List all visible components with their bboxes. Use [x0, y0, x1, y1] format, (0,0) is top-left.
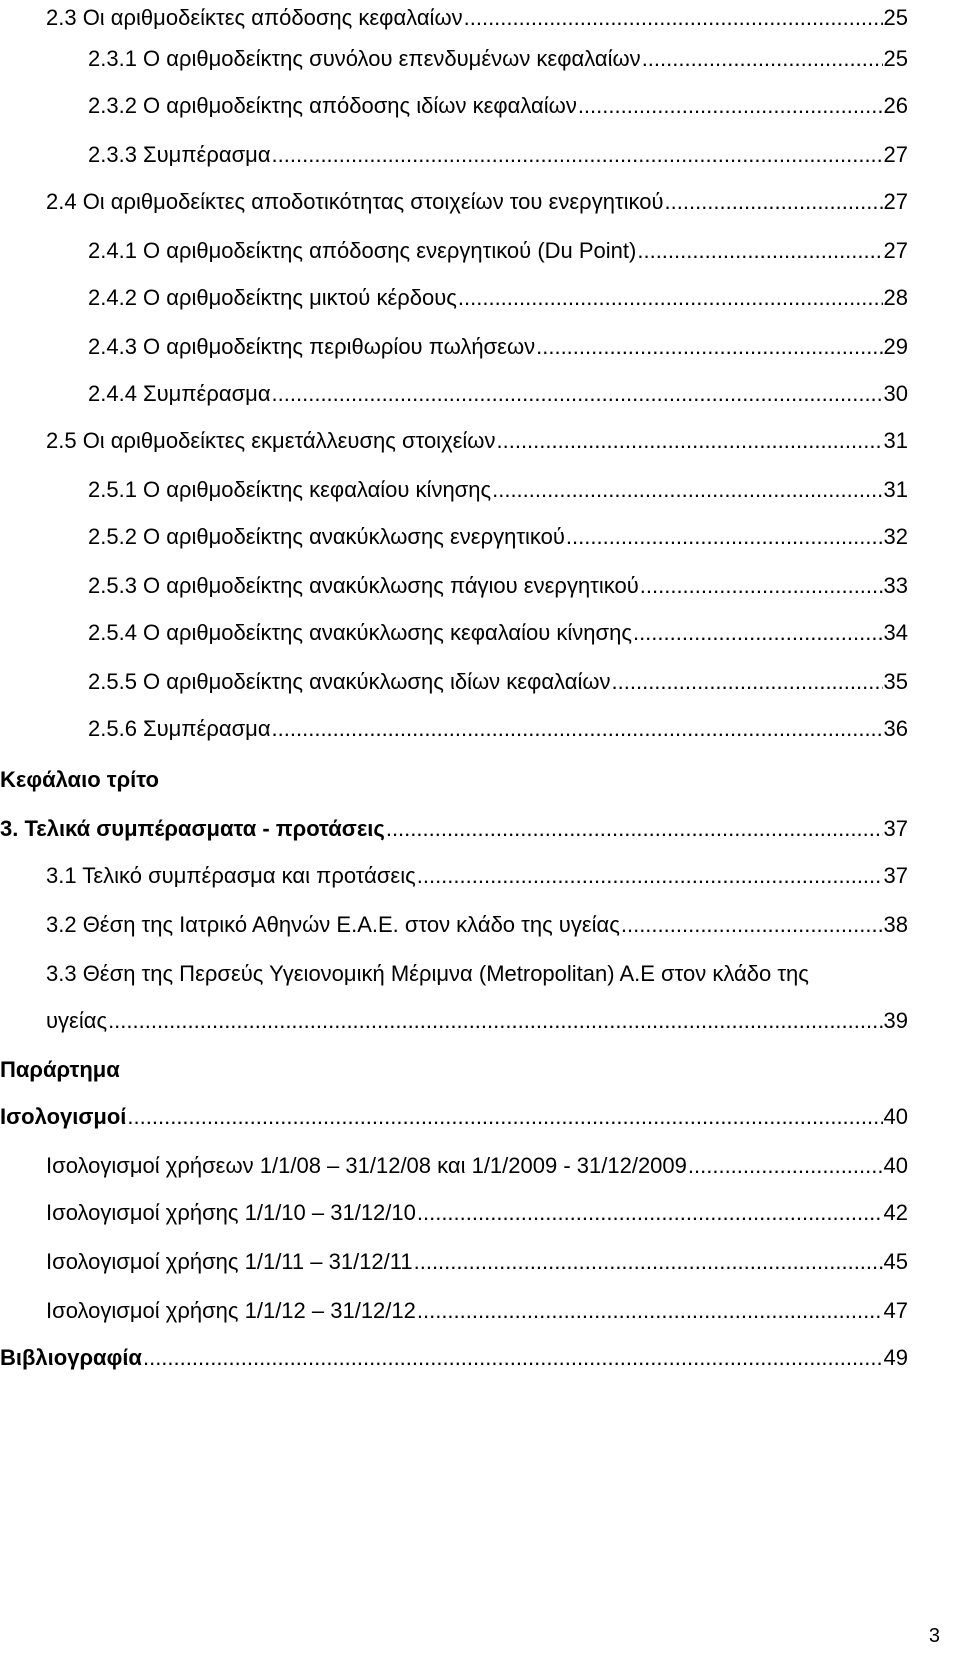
- toc-dot-leader: [665, 188, 883, 216]
- toc-page-number: 28: [883, 285, 908, 310]
- toc-entry-text: 3.2 Θέση της Ιατρικό Αθηνών Ε.Α.Ε. στον κλάδο της υγείας: [46, 912, 620, 937]
- toc-page-number: 27: [883, 189, 908, 214]
- toc-dot-leader: [578, 92, 883, 120]
- toc-page-number: 30: [883, 381, 908, 406]
- toc-entry-text: 2.3.2 Ο αριθμοδείκτης απόδοσης ιδίων κεφαλαίων: [88, 93, 577, 118]
- toc-entry-text: 2.4.1 Ο αριθμοδείκτης απόδοσης ενεργητικού (Du Point): [88, 238, 637, 263]
- toc-entry[interactable]: [0, 815, 908, 843]
- toc-page-number: 45: [883, 1249, 908, 1274]
- toc-dot-leader: [458, 284, 883, 312]
- toc-dot-leader: [612, 668, 883, 696]
- toc-entry-text: 2.3 Οι αριθμοδείκτες απόδοσης κεφαλαίων: [46, 5, 463, 30]
- toc-page-number: 40: [883, 1153, 908, 1178]
- toc-entry-text: 2.5.6 Συμπέρασμα: [88, 716, 271, 741]
- toc-page-number: 37: [883, 816, 908, 841]
- toc-page-number: 25: [883, 46, 908, 71]
- toc-page-number: 26: [883, 93, 908, 118]
- toc-page-number: 33: [883, 573, 908, 598]
- toc-entry-3-3-line1[interactable]: [46, 960, 809, 988]
- toc-page-number: 31: [883, 477, 908, 502]
- toc-entry-text: 2.5.2 Ο αριθμοδείκτης ανακύκλωσης ενεργητικού: [88, 524, 565, 549]
- toc-dot-leader: [386, 815, 883, 843]
- toc-entry[interactable]: [0, 1103, 908, 1131]
- toc-entry-text: 2.5.4 Ο αριθμοδείκτης ανακύκλωσης κεφαλαίου κίνησης: [88, 620, 632, 645]
- toc-page-number: 34: [883, 620, 908, 645]
- toc-entry[interactable]: [88, 284, 908, 312]
- toc-entry[interactable]: [88, 476, 908, 504]
- toc-dot-leader: [417, 862, 883, 890]
- toc-entry-text: 2.4.2 Ο αριθμοδείκτης μικτού κέρδους: [88, 285, 457, 310]
- toc-page-number: 42: [883, 1200, 908, 1225]
- toc-entry-text: 2.5 Οι αριθμοδείκτες εκμετάλλευσης στοιχείων: [46, 428, 496, 453]
- toc-page-number: 32: [883, 524, 908, 549]
- toc-entry[interactable]: [88, 237, 908, 265]
- toc-dot-leader: [688, 1152, 883, 1180]
- toc-page-number: 31: [883, 428, 908, 453]
- toc-page-number: 37: [883, 863, 908, 888]
- toc-dot-leader: [464, 4, 883, 32]
- toc-page-number: 35: [883, 669, 908, 694]
- toc-dot-leader: [566, 523, 883, 551]
- toc-dot-leader: [621, 911, 883, 939]
- chapter-three-heading: Κεφάλαιο τρίτο: [0, 767, 159, 792]
- toc-dot-leader: [637, 237, 882, 265]
- toc-entry-text: Ισολογισμοί χρήσης 1/1/11 – 31/12/11: [46, 1249, 413, 1274]
- toc-entry-text: Ισολογισμοί χρήσης 1/1/12 – 31/12/12: [46, 1298, 416, 1323]
- toc-entry[interactable]: [46, 1248, 908, 1276]
- toc-page-number: 49: [883, 1345, 908, 1370]
- toc-entry-3-3-line2[interactable]: [46, 1007, 908, 1035]
- toc-dot-leader: [642, 45, 883, 73]
- toc-dot-leader: [633, 619, 883, 647]
- toc-entry-text: Ισολογισμοί: [0, 1104, 127, 1129]
- toc-dot-leader: [143, 1344, 883, 1372]
- toc-entry-text: 3. Τελικά συμπέρασματα - προτάσεις: [0, 816, 385, 841]
- appendix-heading: Παράρτημα: [0, 1057, 120, 1082]
- toc-dot-leader: [272, 141, 883, 169]
- toc-entry[interactable]: [88, 380, 908, 408]
- toc-entry[interactable]: [46, 862, 908, 890]
- toc-entry-text: 2.5.3 Ο αριθμοδείκτης ανακύκλωσης πάγιου ενεργητικού: [88, 573, 639, 598]
- toc-entry[interactable]: [46, 1199, 908, 1227]
- toc-entry-text: 2.3.1 Ο αριθμοδείκτης συνόλου επενδυμένων κεφαλαίων: [88, 46, 641, 71]
- toc-entry-text: 2.3.3 Συμπέρασμα: [88, 142, 271, 167]
- toc-dot-leader: [492, 476, 882, 504]
- toc-dot-leader: [272, 715, 883, 743]
- toc-entry[interactable]: [88, 523, 908, 551]
- toc-entry[interactable]: [0, 1344, 908, 1372]
- toc-entry-text: 2.4 Οι αριθμοδείκτες αποδοτικότητας στοιχείων του ενεργητικού: [46, 189, 664, 214]
- toc-entry[interactable]: [46, 911, 908, 939]
- toc-page-number: 27: [883, 142, 908, 167]
- toc-entry-text: 2.5.5 Ο αριθμοδείκτης ανακύκλωσης ιδίων κεφαλαίων: [88, 669, 611, 694]
- toc-dot-leader: [414, 1248, 883, 1276]
- toc-dot-leader: [417, 1199, 883, 1227]
- toc-page-number: 39: [883, 1008, 908, 1033]
- toc-dot-leader: [536, 333, 882, 361]
- toc-entry-text: Βιβλιογραφία: [0, 1345, 142, 1370]
- toc-entry[interactable]: [46, 1297, 908, 1325]
- toc-entry[interactable]: [88, 619, 908, 647]
- toc-entry[interactable]: [88, 45, 908, 73]
- toc-page-number: 40: [883, 1104, 908, 1129]
- toc-entry[interactable]: [88, 92, 908, 120]
- toc-dot-leader: [640, 572, 883, 600]
- toc-entry[interactable]: [88, 715, 908, 743]
- toc-entry[interactable]: [88, 572, 908, 600]
- toc-entry-text: 2.5.1 Ο αριθμοδείκτης κεφαλαίου κίνησης: [88, 477, 492, 502]
- toc-entry-text: Ισολογισμοί χρήσεων 1/1/08 – 31/12/08 και 1/1/2009 - 31/12/2009: [46, 1153, 687, 1178]
- toc-page-number: 27: [883, 238, 908, 263]
- toc-entry-text: υγείας: [46, 1008, 108, 1033]
- toc-entry[interactable]: [46, 427, 908, 455]
- toc-page-number: 47: [883, 1298, 908, 1323]
- toc-entry-text: Ισολογισμοί χρήσης 1/1/10 – 31/12/10: [46, 1200, 416, 1225]
- toc-page-number: 25: [883, 5, 908, 30]
- toc-dot-leader: [127, 1103, 882, 1131]
- toc-entry[interactable]: [88, 333, 908, 361]
- toc-entry-text: 3.1 Τελικό συμπέρασμα και προτάσεις: [46, 863, 416, 888]
- toc-page-number: 29: [883, 334, 908, 359]
- toc-entry-text: 2.4.4 Συμπέρασμα: [88, 381, 271, 406]
- toc-entry[interactable]: [88, 141, 908, 169]
- toc-entry-text: 3.3 Θέση της Περσεύς Υγειονομική Μέριμνα (Metropolitan) Α.Ε στον κλάδο της: [46, 961, 809, 986]
- toc-entry[interactable]: [46, 188, 908, 216]
- toc-entry-text: 2.4.3 Ο αριθμοδείκτης περιθωρίου πωλήσεων: [88, 334, 536, 359]
- toc-entry[interactable]: [88, 668, 908, 696]
- toc-dot-leader: [497, 427, 883, 455]
- toc-entry[interactable]: [46, 1152, 908, 1180]
- toc-entry[interactable]: [46, 4, 908, 32]
- page-number: 3: [928, 1625, 940, 1647]
- toc-dot-leader: [417, 1297, 883, 1325]
- toc-dot-leader: [108, 1007, 882, 1035]
- toc-page-number: 36: [883, 716, 908, 741]
- toc-page-number: 38: [883, 912, 908, 937]
- toc-dot-leader: [272, 380, 883, 408]
